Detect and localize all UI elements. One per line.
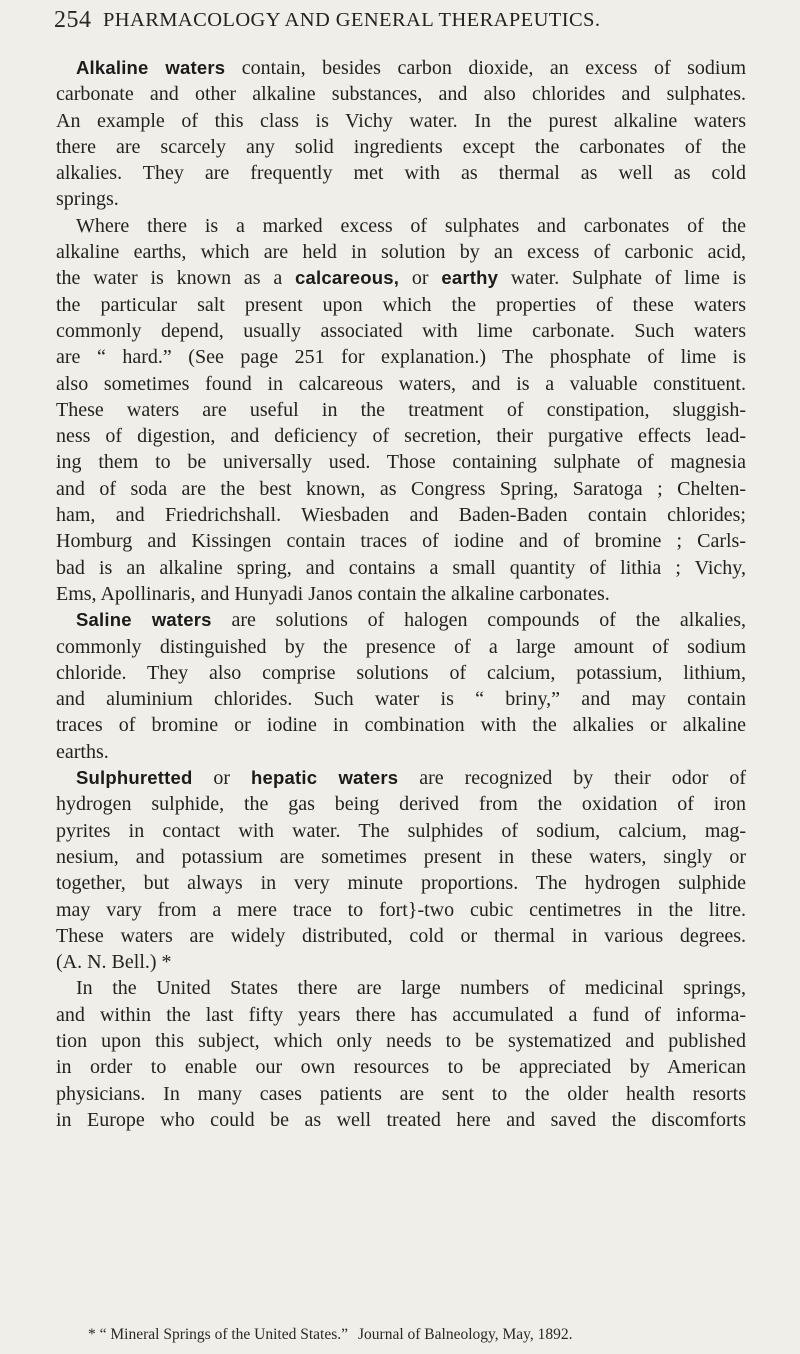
text-line: traces of bromine or iodine in combination with the alkalies or alkaline bbox=[56, 714, 746, 737]
footnote-marker: * bbox=[88, 1326, 100, 1343]
page-number: 254 bbox=[54, 7, 92, 33]
text-line: commonly depend, usually associated with lime carbonate. Such waters bbox=[56, 319, 746, 342]
text-line: Sulphuretted or hepatic waters are recognized by their odor of bbox=[76, 767, 746, 790]
text-line: and aluminium chlorides. Such water is “ briny,” and may contain bbox=[56, 688, 746, 711]
footnote bbox=[88, 1326, 573, 1344]
text-line: Homburg and Kissingen contain traces of iodine and of bromine ; Carls- bbox=[56, 530, 746, 553]
text-line: together, but always in very minute proportions. The hydrogen sulphide bbox=[56, 872, 746, 895]
body-text bbox=[56, 55, 746, 1133]
text-line: and within the last fifty years there has accumulated a fund of informa- bbox=[56, 1003, 746, 1026]
footnote-title: “ Mineral Springs of the United States.” bbox=[99, 1326, 349, 1343]
text-line: nesium, and potassium are sometimes present in these waters, singly or bbox=[56, 845, 746, 868]
text-line: These waters are widely distributed, cold or thermal in various degrees. bbox=[56, 924, 746, 947]
text-line: the particular salt present upon which the properties of these waters bbox=[56, 293, 746, 316]
text-line: chloride. They also comprise solutions of calcium, potassium, lithium, bbox=[56, 661, 746, 684]
text-line: (A. N. Bell.) * bbox=[56, 951, 172, 974]
text-line: In the United States there are large numbers of medicinal springs, bbox=[76, 977, 746, 1000]
text-line: ing them to be universally used. Those containing sulphate of magnesia bbox=[56, 451, 746, 474]
text-line: pyrites in contact with water. The sulphides of sodium, calcium, mag- bbox=[56, 819, 746, 842]
text-line: alkaline earths, which are held in solution by an excess of carbonic acid, bbox=[56, 241, 746, 264]
text-line: in order to enable our own resources to be appreciated by American bbox=[56, 1056, 746, 1079]
text-line: Alkaline waters contain, besides carbon dioxide, an excess of sodium bbox=[76, 57, 747, 79]
text-line: These waters are useful in the treatment of constipation, sluggish- bbox=[56, 398, 746, 421]
text-line: the water is known as a calcareous, or earthy water. Sulphate of lime is bbox=[56, 267, 746, 290]
text-line: Where there is a marked excess of sulphates and carbonates of the bbox=[76, 214, 746, 237]
text-line: ness of digestion, and deficiency of secretion, their purgative effects lead- bbox=[56, 425, 746, 448]
text-line: may vary from a mere trace to fort}-two cubic centimetres in the litre. bbox=[56, 898, 746, 921]
text-line: and of soda are the best known, as Congress Spring, Saratoga ; Chelten- bbox=[56, 477, 746, 500]
text-line: earths. bbox=[56, 740, 109, 763]
text-line: Ems, Apollinaris, and Hunyadi Janos contain the alkaline carbonates. bbox=[56, 582, 610, 605]
text-line: bad is an alkaline spring, and contains a small quantity of lithia ; Vichy, bbox=[56, 556, 746, 579]
page-header bbox=[0, 3, 800, 43]
running-head: PHARMACOLOGY AND GENERAL THERAPEUTICS. bbox=[103, 9, 601, 31]
text-line: physicians. In many cases patients are sent to the older health resorts bbox=[56, 1082, 746, 1105]
text-line: ham, and Friedrichshall. Wiesbaden and Baden-Baden contain chlorides; bbox=[56, 504, 746, 527]
text-line: Saline waters are solutions of halogen compounds of the alkalies, bbox=[76, 609, 747, 632]
text-line: commonly distinguished by the presence of a large amount of sodium bbox=[56, 635, 746, 658]
text-line: springs. bbox=[56, 188, 119, 211]
text-line: in Europe who could be as well treated here and saved the discomforts bbox=[56, 1108, 746, 1131]
text-line: carbonate and other alkaline substances, and also chlorides and sulphates. bbox=[56, 83, 746, 106]
text-line: also sometimes found in calcareous waters, and is a valuable constituent. bbox=[56, 372, 746, 395]
text-line: alkalies. They are frequently met with as thermal as well as cold bbox=[56, 162, 746, 185]
text-line: tion upon this subject, which only needs to be systematized and published bbox=[56, 1029, 746, 1052]
text-line: there are scarcely any solid ingredients except the carbonates of the bbox=[56, 135, 746, 158]
text-line: are “ hard.” (See page 251 for explanation.) The phosphate of lime is bbox=[56, 346, 746, 369]
text-line: An example of this class is Vichy water. In the purest alkaline waters bbox=[56, 109, 746, 132]
text-line: hydrogen sulphide, the gas being derived from the oxidation of iron bbox=[56, 793, 746, 816]
footnote-source: Journal of Balneology, May, 1892. bbox=[358, 1326, 573, 1343]
